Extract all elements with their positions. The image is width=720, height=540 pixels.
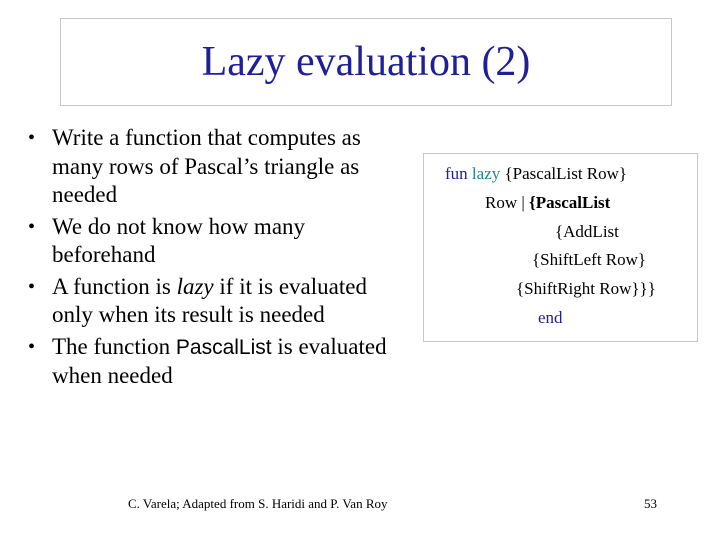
page-number: 53 <box>644 496 657 511</box>
bullet-item <box>28 213 398 270</box>
code-line-3: {AddList <box>555 222 619 241</box>
title-box <box>60 18 672 106</box>
code-text: {PascalList Row} <box>500 164 628 183</box>
bullet-list <box>28 124 398 394</box>
bullet-text-before: The function <box>52 333 176 359</box>
bullet-text: We do not know how many beforehand <box>52 213 306 267</box>
bullet-emphasis: lazy <box>176 273 214 299</box>
bullet-dot-icon: • <box>28 275 36 298</box>
code-line-5: {ShiftRight Row}}} <box>516 279 656 298</box>
bullet-item <box>28 333 398 391</box>
bullet-dot-icon: • <box>28 335 36 358</box>
bullet-item <box>28 273 398 330</box>
bullet-item <box>28 124 398 210</box>
code-line-2 <box>485 193 610 213</box>
footer-credit: C. Varela; Adapted from S. Haridi and P. Van Roy <box>128 496 388 511</box>
bullet-text-after: if it is evaluated only when its result is needed <box>52 273 367 327</box>
code-text: Row | <box>485 193 530 212</box>
code-text-bold: {PascalList <box>529 193 611 212</box>
code-box <box>423 153 698 342</box>
bullet-text-before: A function is <box>52 273 177 299</box>
bullet-dot-icon: • <box>28 215 36 238</box>
bullet-text-after: is evaluated when needed <box>52 333 387 388</box>
bullet-dot-icon: • <box>28 127 36 149</box>
keyword-end: end <box>538 308 563 327</box>
slide-title: Lazy evaluation (2) <box>201 39 531 85</box>
code-line-1 <box>445 164 627 184</box>
code-line-4: {ShiftLeft Row} <box>532 250 647 269</box>
keyword-fun: fun <box>445 164 468 183</box>
bullet-code-name: PascalList <box>175 335 272 359</box>
keyword-lazy: lazy <box>471 164 501 183</box>
bullet-text: Write a function that computes as many rows of Pascal’s triangle as needed <box>52 125 361 207</box>
